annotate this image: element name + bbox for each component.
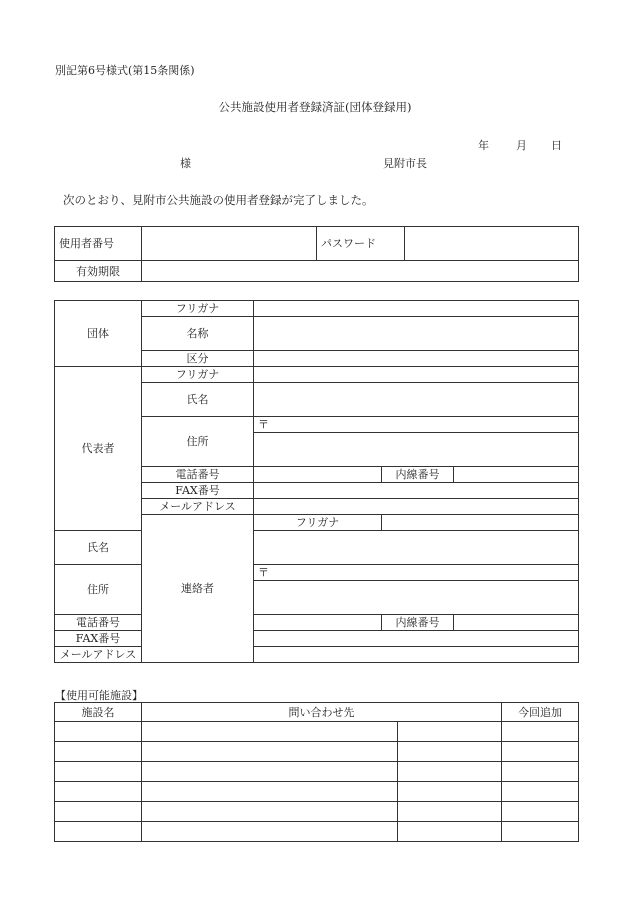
contact-phone-field[interactable] <box>254 615 382 631</box>
group-name-field[interactable] <box>254 317 579 351</box>
contact-address-label: 住所 <box>55 565 142 615</box>
password-field[interactable] <box>405 227 579 261</box>
added-header: 今回追加 <box>502 703 579 722</box>
inquiry-cell[interactable] <box>142 762 398 782</box>
contact-extension-field[interactable] <box>454 615 579 631</box>
inquiry-cell[interactable] <box>142 802 398 822</box>
inquiry-phone-cell[interactable] <box>398 822 502 842</box>
addressee-suffix: 様 <box>180 157 191 170</box>
rep-email-field[interactable] <box>254 499 579 515</box>
facilities-section-label: 【使用可能施設】 <box>55 689 143 702</box>
rep-extension-label: 内線番号 <box>382 467 454 483</box>
inquiry-phone-cell[interactable] <box>398 782 502 802</box>
facilities-table <box>54 702 579 842</box>
inquiry-phone-cell[interactable] <box>398 762 502 782</box>
group-section-label: 団体 <box>55 301 142 367</box>
inquiry-cell[interactable] <box>142 822 398 842</box>
account-table <box>54 226 579 282</box>
added-cell[interactable] <box>502 822 579 842</box>
table-row <box>55 722 579 742</box>
contact-section-label: 連絡者 <box>142 515 254 663</box>
table-row <box>55 742 579 762</box>
expiry-field[interactable] <box>142 261 579 282</box>
facility-name-cell[interactable] <box>55 742 142 762</box>
date-month-label: 月 <box>516 139 527 152</box>
contact-extension-label: 内線番号 <box>382 615 454 631</box>
rep-fax-field[interactable] <box>254 483 579 499</box>
facility-name-cell[interactable] <box>55 762 142 782</box>
contact-name-field[interactable] <box>254 531 579 565</box>
rep-extension-field[interactable] <box>454 467 579 483</box>
contact-email-field[interactable] <box>254 647 579 663</box>
rep-address-field[interactable] <box>254 433 579 467</box>
rep-address-label: 住所 <box>142 417 254 467</box>
password-label: パスワード <box>317 227 405 261</box>
form-number: 別記第6号様式(第15条関係) <box>55 64 195 77</box>
group-category-field[interactable] <box>254 351 579 367</box>
facility-name-cell[interactable] <box>55 822 142 842</box>
rep-furigana-label: フリガナ <box>142 367 254 383</box>
contact-phone-label: 電話番号 <box>55 615 142 631</box>
expiry-label: 有効期限 <box>55 261 142 282</box>
inquiry-phone-cell[interactable] <box>398 722 502 742</box>
user-number-field[interactable] <box>142 227 317 261</box>
representative-section-label: 代表者 <box>55 367 142 531</box>
facility-name-cell[interactable] <box>55 802 142 822</box>
group-furigana-label: フリガナ <box>142 301 254 317</box>
rep-fax-label: FAX番号 <box>142 483 254 499</box>
added-cell[interactable] <box>502 782 579 802</box>
added-cell[interactable] <box>502 762 579 782</box>
date-day-label: 日 <box>551 139 562 152</box>
table-row <box>55 782 579 802</box>
added-cell[interactable] <box>502 802 579 822</box>
rep-name-label: 氏名 <box>142 383 254 417</box>
inquiry-cell[interactable] <box>142 742 398 762</box>
added-cell[interactable] <box>502 722 579 742</box>
contact-furigana-label: フリガナ <box>254 515 382 531</box>
group-category-label: 区分 <box>142 351 254 367</box>
table-row <box>55 802 579 822</box>
table-row <box>55 822 579 842</box>
group-furigana-field[interactable] <box>254 301 579 317</box>
contact-postal-field[interactable]: 〒 <box>254 565 579 581</box>
rep-phone-label: 電話番号 <box>142 467 254 483</box>
inquiry-cell[interactable] <box>142 782 398 802</box>
issuer-name: 見附市長 <box>383 157 427 170</box>
contact-fax-field[interactable] <box>254 631 579 647</box>
group-name-label: 名称 <box>142 317 254 351</box>
added-cell[interactable] <box>502 742 579 762</box>
contact-address-field[interactable] <box>254 581 579 615</box>
rep-furigana-field[interactable] <box>254 367 579 383</box>
rep-name-field[interactable] <box>254 383 579 417</box>
inquiry-cell[interactable] <box>142 722 398 742</box>
facility-name-cell[interactable] <box>55 782 142 802</box>
inquiry-header: 問い合わせ先 <box>142 703 502 722</box>
intro-text: 次のとおり、見附市公共施設の使用者登録が完了しました。 <box>63 193 374 207</box>
contact-email-label: メールアドレス <box>55 647 142 663</box>
inquiry-phone-cell[interactable] <box>398 742 502 762</box>
facility-name-header: 施設名 <box>55 703 142 722</box>
document-title: 公共施設使用者登録済証(団体登録用) <box>218 100 412 114</box>
contact-name-label: 氏名 <box>55 531 142 565</box>
rep-email-label: メールアドレス <box>142 499 254 515</box>
date-year-label: 年 <box>478 139 489 152</box>
rep-postal-field[interactable]: 〒 <box>254 417 579 433</box>
contact-fax-label: FAX番号 <box>55 631 142 647</box>
user-number-label: 使用者番号 <box>55 227 142 261</box>
rep-phone-field[interactable] <box>254 467 382 483</box>
inquiry-phone-cell[interactable] <box>398 802 502 822</box>
details-table <box>54 300 579 663</box>
contact-furigana-field[interactable] <box>382 515 579 531</box>
facility-name-cell[interactable] <box>55 722 142 742</box>
table-row <box>55 762 579 782</box>
